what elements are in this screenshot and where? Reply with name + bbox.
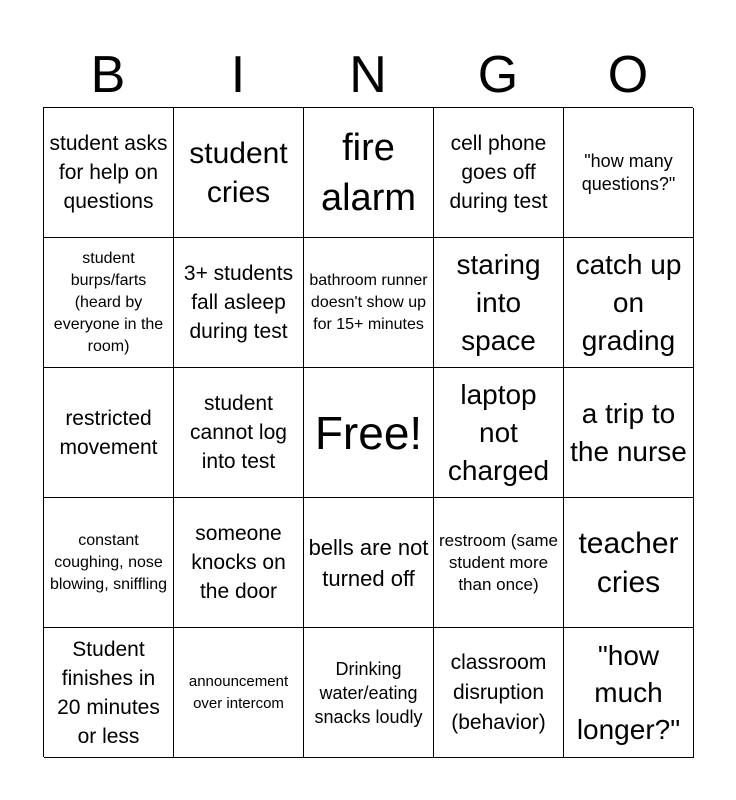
cell-text: bells are not turned off [308, 534, 429, 591]
cell-text: Student finishes in 20 minutes or less [57, 637, 160, 748]
cell-text: someone knocks on the door [191, 522, 286, 603]
cell-text: classroom disruption (behavior) [450, 650, 547, 734]
bingo-cell[interactable] [434, 498, 564, 628]
bingo-board [43, 107, 693, 757]
bingo-cell[interactable] [434, 108, 564, 238]
bingo-cell[interactable] [434, 368, 564, 498]
cell-text: fire alarm [320, 126, 417, 219]
cell-text: Drinking water/eating snacks loudly [314, 658, 423, 727]
cell-text: announcement over intercom [188, 672, 289, 712]
bingo-cell[interactable] [174, 368, 304, 498]
cell-text: staring into space [456, 248, 541, 356]
bingo-cell[interactable] [44, 498, 174, 628]
cell-text: bathroom runner doesn't show up for 15+ minutes [309, 271, 428, 333]
header-letter-g: G [477, 46, 519, 104]
bingo-cell[interactable] [44, 108, 174, 238]
bingo-cell[interactable] [564, 238, 694, 368]
cell-text: "how many questions?" [581, 150, 676, 194]
free-space-text: Free! [314, 406, 423, 459]
bingo-cell[interactable] [174, 238, 304, 368]
cell-text: restricted movement [59, 406, 158, 459]
cell-text: cell phone goes off during test [449, 132, 548, 213]
bingo-cell[interactable] [564, 108, 694, 238]
cell-text: student burps/farts (heard by everyone in the room) [53, 249, 164, 355]
header-letter-n: N [349, 46, 387, 104]
cell-text: student cannot log into test [190, 392, 287, 473]
bingo-cell[interactable] [174, 108, 304, 238]
bingo-cell[interactable] [304, 628, 434, 758]
cell-text: 3+ students fall asleep during test [183, 262, 294, 343]
bingo-cell[interactable] [564, 498, 694, 628]
bingo-cell[interactable] [174, 628, 304, 758]
cell-text: constant coughing, nose blowing, sniffling [49, 531, 168, 593]
bingo-cell[interactable] [564, 368, 694, 498]
cell-text: "how much longer?" [576, 640, 681, 745]
header-letter-o: O [607, 46, 649, 104]
bingo-header [43, 44, 693, 106]
cell-text: catch up on grading [575, 248, 682, 356]
bingo-cell[interactable] [434, 238, 564, 368]
cell-text: student cries [189, 136, 288, 209]
cell-text: restroom (same student more than once) [438, 530, 559, 594]
bingo-cell[interactable] [174, 498, 304, 628]
bingo-cell[interactable] [44, 628, 174, 758]
header-letter-b: B [90, 46, 126, 104]
cell-text: student asks for help on questions [49, 132, 168, 213]
bingo-cell[interactable] [304, 238, 434, 368]
bingo-cell[interactable] [304, 108, 434, 238]
bingo-cell[interactable] [434, 628, 564, 758]
bingo-cell[interactable] [304, 498, 434, 628]
cell-text: laptop not charged [447, 378, 550, 486]
header-letter-i: I [230, 46, 246, 104]
free-space-cell[interactable] [304, 368, 434, 498]
cell-text: a trip to the nurse [570, 397, 687, 467]
bingo-cell[interactable] [564, 628, 694, 758]
bingo-cell[interactable] [44, 238, 174, 368]
bingo-cell[interactable] [44, 368, 174, 498]
cell-text: teacher cries [578, 526, 679, 599]
